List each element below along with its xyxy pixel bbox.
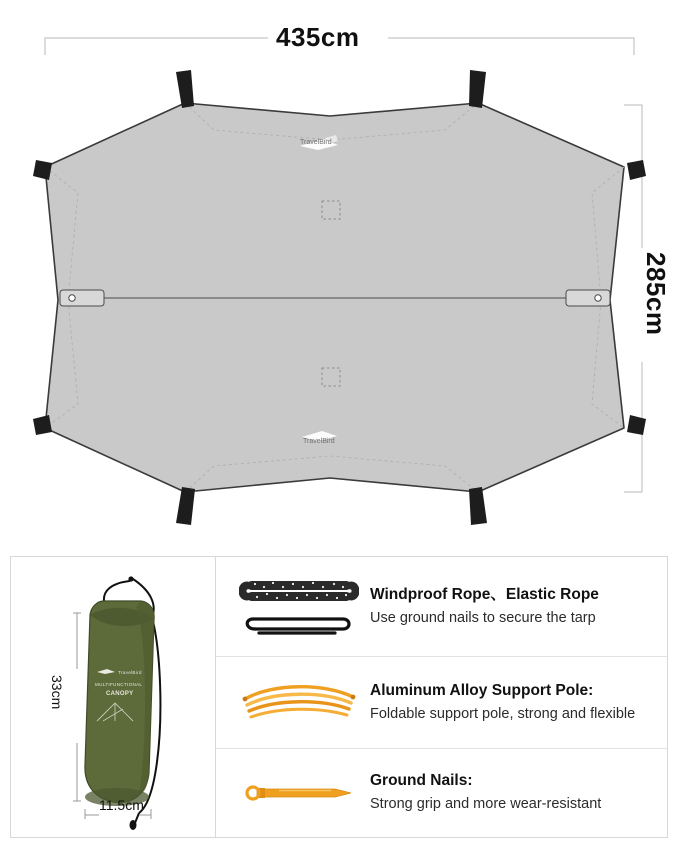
accessory-text-rope [364,585,655,628]
carry-bag-cell [11,557,216,837]
ground-nail-icon [234,773,364,813]
accessory-item-pole [216,657,667,749]
accessory-text-pole [364,681,655,724]
svg-text:TravelBird: TravelBird [303,438,335,445]
bag-height-label: 33cm [49,675,65,710]
tarp-body [45,103,624,492]
accessory-list [216,557,667,837]
svg-text:TravelBird: TravelBird [300,139,332,146]
svg-text:MULTIFUNCTIONAL: MULTIFUNCTIONAL [95,682,143,687]
carry-bag-illustration [11,557,216,837]
accessories-panel [10,556,668,838]
accessory-title-pole: Aluminum Alloy Support Pole: [370,681,594,699]
accessory-desc-ground-nails: Strong grip and more wear-resistant [370,796,602,813]
accessory-desc-rope: Use ground nails to secure the tarp [370,609,596,626]
height-dimension-label: 285cm [641,252,671,336]
accessory-item-rope [216,557,667,657]
accessory-title-rope: Windproof Rope、Elastic Rope [370,585,599,603]
accessory-title-ground-nails: Ground Nails: [370,772,473,790]
bag-width-label: 11.5cm [99,797,144,813]
width-dimension-label: 435cm [276,22,360,52]
svg-text:TravelBird: TravelBird [118,670,142,675]
accessory-item-ground-nails [216,749,667,837]
accessory-text-ground-nails [364,771,655,814]
support-pole-icon [234,675,364,731]
svg-text:CANOPY: CANOPY [106,691,134,697]
accessory-desc-pole: Foldable support pole, strong and flexible [370,705,636,722]
coiled-rope-icon [234,571,364,643]
